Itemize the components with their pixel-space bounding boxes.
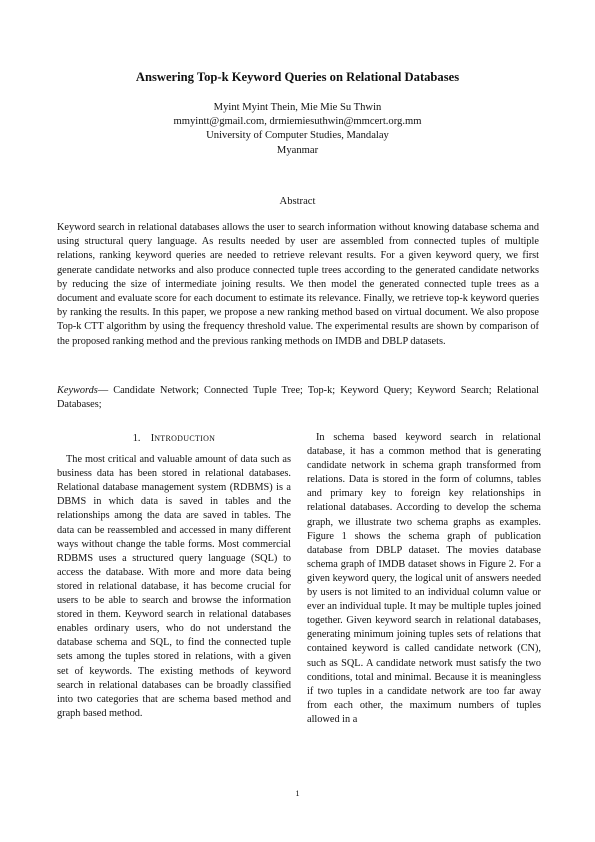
page-number: 1	[295, 788, 300, 798]
introduction-paragraph: The most critical and valuable amount of data such as business data has been stored in relational databases. Relational database management system (RDBMS) is a DBMS in which data is saved in tables and the relationships among the data are saved in tables. The data can be reassembled and accessed in many different ways without change the table forms. Most commercial RDBMS uses a structured query language (SQL) to access the database. With more and more data being stored in relational database, it has become crucial for users to be able to search and browse the information stored in them. Keyword search in relational databases enables ordinary users, who do not understand the database schema and SQL, to find the connected tuple sets among the tuples stored in relations, with a given set of keywords. The existing methods of keyword search in relational databases can be broadly classified into two categories that are schema based method and graph based method.	[57, 454, 291, 719]
right-column	[307, 431, 541, 727]
author-emails: mmyintt@gmail.com, drmiemiesuthwin@mmcert.org.mm	[173, 116, 422, 128]
abstract-body: Keyword search in relational databases allows the user to search information without knowing database schema and using structural query language. As results needed by user are assembled from connected tuples of multiple relations, ranking keyword queries are needed to retrieve relevant results. For a given keyword query, we first generate candidate networks and also produce connected tuple trees according to the generated candidate networks by reducing the size of intermediate joining results. We then model the generated connected tuple trees as a document and evaluate score for each document to estimate its relevance. Finally, we retrieve top-k keyword queries by ranking the results. In this paper, we propose a new ranking method based on virtual document. We also propose Top-k CTT algorithm by using the frequency threshold value. The experimental results are shown by comparison of the proposed ranking method and the previous ranking methods on IMDB and DBLP datasets.	[57, 222, 539, 347]
paper-title: Answering Top-k Keyword Queries on Relational Databases	[135, 70, 460, 84]
keywords-block	[57, 384, 539, 412]
left-column	[57, 431, 291, 721]
keywords-label: Keywords	[57, 385, 98, 396]
author-names: Myint Myint Thein, Mie Mie Su Thwin	[213, 102, 382, 113]
author-block	[0, 101, 595, 158]
section-title-rest: NTRODUCTION	[154, 434, 216, 443]
section-title-initial: I	[150, 433, 155, 444]
keywords-text: Candidate Network; Connected Tuple Tree; Top-k; Keyword Query; Keyword Search; Relational Databases;	[57, 385, 540, 411]
keywords-dash: —	[97, 385, 114, 396]
section-number: 1.	[132, 433, 141, 444]
author-affiliation: University of Computer Studies, Mandalay	[206, 130, 389, 142]
abstract-heading: Abstract	[279, 196, 316, 207]
schema-paragraph: In schema based keyword search in relational database, it has a common method that is generating candidate network in schema graph transformed from relations. Data is stored in the form of columns, tables and primary key to foreign key relationships in relational databases. According to develop the schema graph, we illustrate two schema graphs as examples. Figure 1 shows the schema graph of publication database from DBLP dataset. The movies database schema graph of IMDB dataset shows in Figure 2. For a given keyword query, the logical unit of answers needed by users is not limited to an individual column value or ever an individual tuple. It may be multiple tuples joined together. Given keyword search in relational databases, generating minimum joining tuples sets of relations that contained keyword is called candidate network (CN), such as SQL. A candidate network must satisfy the two conditions, total and minimal. Because it is meaningless if two tuples in a candidate network are too far away from each other, the maximum numbers of tuples allowed in a	[307, 432, 541, 725]
section-heading-introduction	[57, 432, 291, 446]
author-country: Myanmar	[276, 144, 319, 156]
